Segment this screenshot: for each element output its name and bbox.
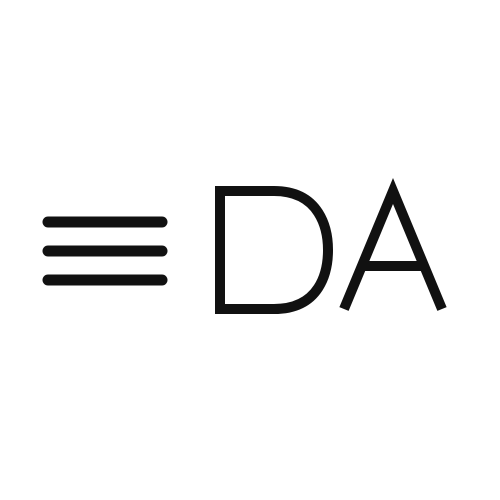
logo-wordmark-glyphs [208,155,468,345]
hamburger-menu-icon [42,214,168,288]
menu-button[interactable] [42,214,168,288]
logo-wordmark [208,155,468,345]
